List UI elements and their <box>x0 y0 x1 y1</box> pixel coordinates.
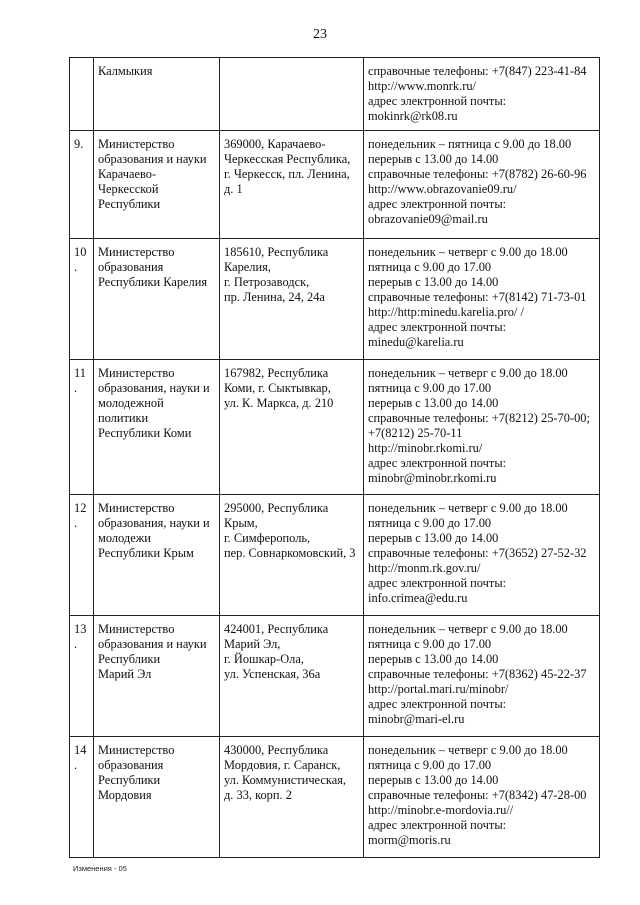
contact-line: http://http:minedu.karelia.pro/ / <box>368 305 524 319</box>
contact-line: перерыв с 13.00 до 14.00 <box>368 652 499 666</box>
contact-line: понедельник – четверг с 9.00 до 18.00 <box>368 245 568 259</box>
contact-line: понедельник – четверг с 9.00 до 18.00 <box>368 743 568 757</box>
ministry-name-line: молодежной <box>98 396 164 410</box>
address-line: Марий Эл, <box>224 637 281 651</box>
address-line: Мордовия, г. Саранск, <box>224 758 341 772</box>
ministry-name-cell <box>94 737 220 858</box>
row-number: 13. <box>70 616 94 737</box>
contact-line: перерыв с 13.00 до 14.00 <box>368 152 499 166</box>
contact-line: адрес электронной почты: <box>368 818 507 832</box>
row-number: 10. <box>70 239 94 360</box>
footer-revision-note: Изменения - 05 <box>73 864 127 873</box>
contact-line: понедельник – четверг с 9.00 до 18.00 <box>368 366 568 380</box>
contact-line: справочные телефоны: +7(8212) 25-70-00; <box>368 411 590 425</box>
address-line: Крым, <box>224 516 258 530</box>
row-number: 9. <box>70 131 94 239</box>
ministry-name-line: Министерство <box>98 743 175 757</box>
ministry-name-line: образования <box>98 758 164 772</box>
ministry-name-line: образования и науки <box>98 637 207 651</box>
address-line: 424001, Республика <box>224 622 329 636</box>
address-line: пер. Совнаркомовский, 3 <box>224 546 356 560</box>
address-line: Черкесская Республика, <box>224 152 351 166</box>
contact-line: http://minobr.rkomi.ru/ <box>368 441 483 455</box>
contact-line: адрес электронной почты: <box>368 197 507 211</box>
contact-line: obrazovanie09@mail.ru <box>368 212 488 226</box>
ministry-name-line: Министерство <box>98 137 175 151</box>
contacts-cell <box>364 616 600 737</box>
address-line: д. 33, корп. 2 <box>224 788 292 802</box>
ministry-name-cell <box>94 495 220 616</box>
row-number: 14. <box>70 737 94 858</box>
contact-line: адрес электронной почты: <box>368 456 507 470</box>
address-cell <box>220 58 364 131</box>
contact-line: адрес электронной почты: <box>368 697 507 711</box>
address-line: ул. К. Маркса, д. 210 <box>224 396 334 410</box>
address-line: ул. Коммунистическая, <box>224 773 346 787</box>
contact-line: адрес электронной почты: <box>368 576 507 590</box>
table-row <box>70 239 600 360</box>
ministry-name-line: Республики Коми <box>98 426 192 440</box>
ministry-name-line: Министерство <box>98 245 175 259</box>
ministry-name-line: Карачаево- <box>98 167 157 181</box>
contact-line: +7(8212) 25-70-11 <box>368 426 463 440</box>
contact-line: перерыв с 13.00 до 14.00 <box>368 396 499 410</box>
ministry-name-line: Республики <box>98 773 161 787</box>
ministry-name-line: Республики Крым <box>98 546 194 560</box>
ministry-name-line: Министерство <box>98 622 175 636</box>
ministry-name-line: образования и науки <box>98 152 207 166</box>
address-line: 369000, Карачаево- <box>224 137 326 151</box>
contact-line: справочные телефоны: +7(8142) 71-73-01 <box>368 290 587 304</box>
contacts-cell <box>364 239 600 360</box>
contact-line: справочные телефоны: +7(3652) 27-52-32 <box>368 546 587 560</box>
contacts-cell <box>364 495 600 616</box>
ministry-name-line: молодежи <box>98 531 151 545</box>
ministry-name-cell <box>94 360 220 495</box>
contact-line: понедельник – четверг с 9.00 до 18.00 <box>368 501 568 515</box>
row-number: 11. <box>70 360 94 495</box>
ministries-table <box>69 57 600 858</box>
contact-line: перерыв с 13.00 до 14.00 <box>368 275 499 289</box>
address-cell <box>220 131 364 239</box>
table-row <box>70 616 600 737</box>
ministry-name-line: Калмыкия <box>98 64 153 78</box>
ministry-name-cell <box>94 58 220 131</box>
address-line: д. 1 <box>224 182 243 196</box>
contact-line: http://www.monrk.ru/ <box>368 79 476 93</box>
contact-line: пятница с 9.00 до 17.00 <box>368 260 492 274</box>
table-row <box>70 360 600 495</box>
contact-line: адрес электронной почты: <box>368 94 507 108</box>
contact-line: адрес электронной почты: <box>368 320 507 334</box>
address-cell <box>220 360 364 495</box>
ministry-name-line: Министерство <box>98 501 175 515</box>
contacts-cell <box>364 58 600 131</box>
address-cell <box>220 616 364 737</box>
address-cell <box>220 737 364 858</box>
contact-line: minobr@minobr.rkomi.ru <box>368 471 497 485</box>
contact-line: пятница с 9.00 до 17.00 <box>368 637 492 651</box>
ministry-name-line: образования, науки и <box>98 381 210 395</box>
address-line: 430000, Республика <box>224 743 329 757</box>
address-line: Коми, г. Сыктывкар, <box>224 381 331 395</box>
contact-line: http://www.obrazovanie09.ru/ <box>368 182 517 196</box>
page-number: 23 <box>313 27 327 42</box>
contact-line: mokinrk@rk08.ru <box>368 109 458 123</box>
contact-line: http://portal.mari.ru/minobr/ <box>368 682 509 696</box>
contact-line: info.crimea@edu.ru <box>368 591 468 605</box>
ministry-name-line: образования, науки и <box>98 516 210 530</box>
contact-line: пятница с 9.00 до 17.00 <box>368 516 492 530</box>
contact-line: справочные телефоны: +7(8782) 26-60-96 <box>368 167 587 181</box>
ministry-name-line: политики <box>98 411 149 425</box>
table-row <box>70 737 600 858</box>
contact-line: понедельник – пятница с 9.00 до 18.00 <box>368 137 572 151</box>
ministry-name-line: Министерство <box>98 366 175 380</box>
address-line: 185610, Республика <box>224 245 329 259</box>
contact-line: http://minobr.e-mordovia.ru// <box>368 803 514 817</box>
contact-line: пятница с 9.00 до 17.00 <box>368 381 492 395</box>
contacts-cell <box>364 737 600 858</box>
address-cell <box>220 495 364 616</box>
ministry-name-line: Республики Карелия <box>98 275 208 289</box>
table-row <box>70 58 600 131</box>
contact-line: перерыв с 13.00 до 14.00 <box>368 773 499 787</box>
row-number: 12. <box>70 495 94 616</box>
table-row <box>70 495 600 616</box>
address-line: пр. Ленина, 24, 24а <box>224 290 325 304</box>
contact-line: http://monm.rk.gov.ru/ <box>368 561 481 575</box>
address-line: 295000, Республика <box>224 501 329 515</box>
address-line: 167982, Республика <box>224 366 329 380</box>
address-line: Карелия, <box>224 260 271 274</box>
contact-line: понедельник – четверг с 9.00 до 18.00 <box>368 622 568 636</box>
contact-line: справочные телефоны: +7(847) 223-41-84 <box>368 64 587 78</box>
table-row <box>70 131 600 239</box>
ministry-name-cell <box>94 239 220 360</box>
ministry-name-cell <box>94 131 220 239</box>
ministry-name-line: Марий Эл <box>98 667 152 681</box>
ministry-name-line: Черкесской <box>98 182 159 196</box>
address-line: г. Черкесск, пл. Ленина, <box>224 167 350 181</box>
ministry-name-line: Мордовия <box>98 788 152 802</box>
ministry-name-cell <box>94 616 220 737</box>
contact-line: справочные телефоны: +7(8362) 45-22-37 <box>368 667 587 681</box>
row-number <box>70 58 94 131</box>
ministry-name-line: Республики <box>98 652 161 666</box>
contact-line: справочные телефоны: +7(8342) 47-28-00 <box>368 788 587 802</box>
ministry-name-line: образования <box>98 260 164 274</box>
contact-line: minobr@mari-el.ru <box>368 712 465 726</box>
contact-line: перерыв с 13.00 до 14.00 <box>368 531 499 545</box>
contacts-cell <box>364 131 600 239</box>
address-line: ул. Успенская, 36а <box>224 667 321 681</box>
contacts-cell <box>364 360 600 495</box>
contact-line: morm@moris.ru <box>368 833 451 847</box>
table-body <box>70 58 600 858</box>
address-line: г. Йошкар-Ола, <box>224 652 304 666</box>
address-cell <box>220 239 364 360</box>
address-line: г. Симферополь, <box>224 531 311 545</box>
contact-line: minedu@karelia.ru <box>368 335 464 349</box>
address-line: г. Петрозаводск, <box>224 275 310 289</box>
contact-line: пятница с 9.00 до 17.00 <box>368 758 492 772</box>
ministry-name-line: Республики <box>98 197 161 211</box>
